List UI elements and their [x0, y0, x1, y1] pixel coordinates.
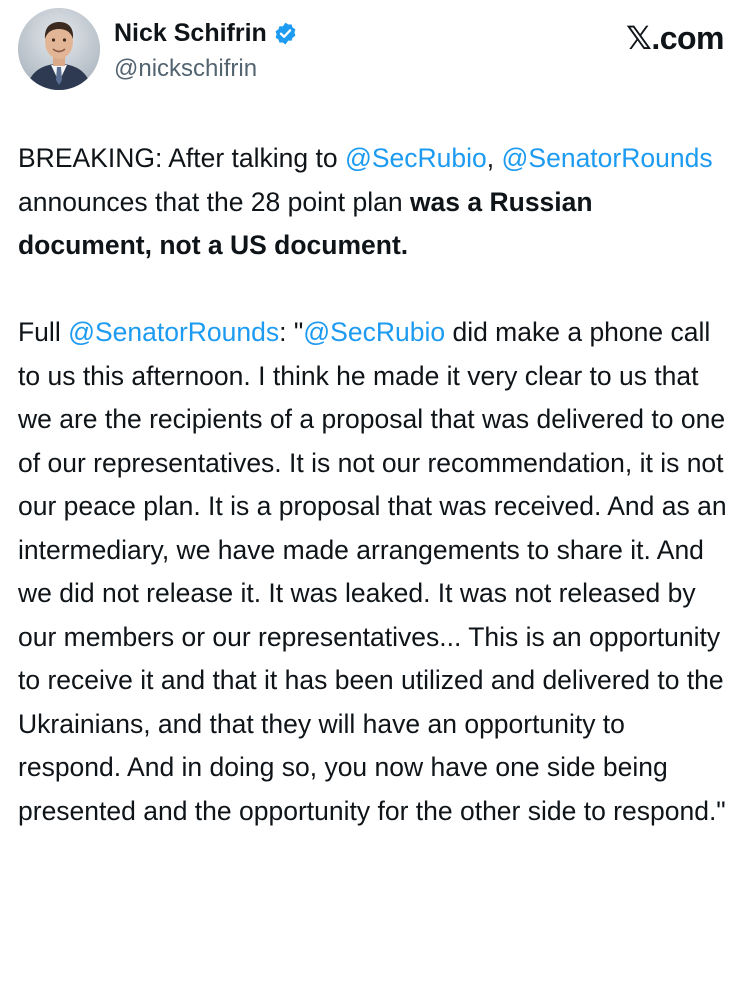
tweet-paragraph	[18, 311, 732, 833]
tweet-text-segment: : "	[279, 317, 304, 347]
tweet-text-segment: announces that the 28 point plan	[18, 186, 410, 217]
author-handle[interactable]: @nickschifrin	[114, 55, 258, 82]
tweet-text-segment: Full	[18, 317, 69, 347]
tweet-text-segment: BREAKING: After talking to	[18, 143, 345, 173]
x-logo-icon: 𝕏.com	[626, 20, 724, 56]
author-display-name[interactable]: Nick Schifrin	[114, 19, 267, 47]
tweet-text-segment: ,	[486, 143, 502, 173]
mention-link-senatorrounds[interactable]: @SenatorRounds	[501, 143, 713, 173]
tweet-bold-text: was a Russian document, not a US document.	[18, 186, 593, 260]
tweet-text	[18, 137, 732, 833]
mention-link-secrubio[interactable]: @SecRubio	[344, 143, 487, 173]
mention-link-senatorrounds[interactable]: @SenatorRounds	[68, 317, 280, 347]
tweet-quote-text: did make a phone call to us this afternoon. I think he made it very clear to us that we are the recipients of a proposal that was delivered to one of our representatives. It is not our recommendation, it is not our peace plan. It is a proposal that was received. And as an intermediary, we have made arrangements to share it. And we did not release it. It was leaked. It was not released by our members or our representatives... This is an opportunity to receive it and that it has been utilized and delivered to the Ukrainians, and that they will have an opportunity to respond. And in doing so, you now have one side being presented and the opportunity for the other side to respond."	[18, 317, 727, 826]
verified-badge-icon	[273, 21, 298, 46]
tweet-header	[18, 8, 732, 94]
mention-link-secrubio[interactable]: @SecRubio	[303, 317, 446, 347]
tweet-paragraph	[18, 137, 732, 268]
profile-photo-icon	[18, 8, 100, 90]
avatar[interactable]	[18, 8, 100, 90]
author-name-row	[114, 18, 298, 48]
